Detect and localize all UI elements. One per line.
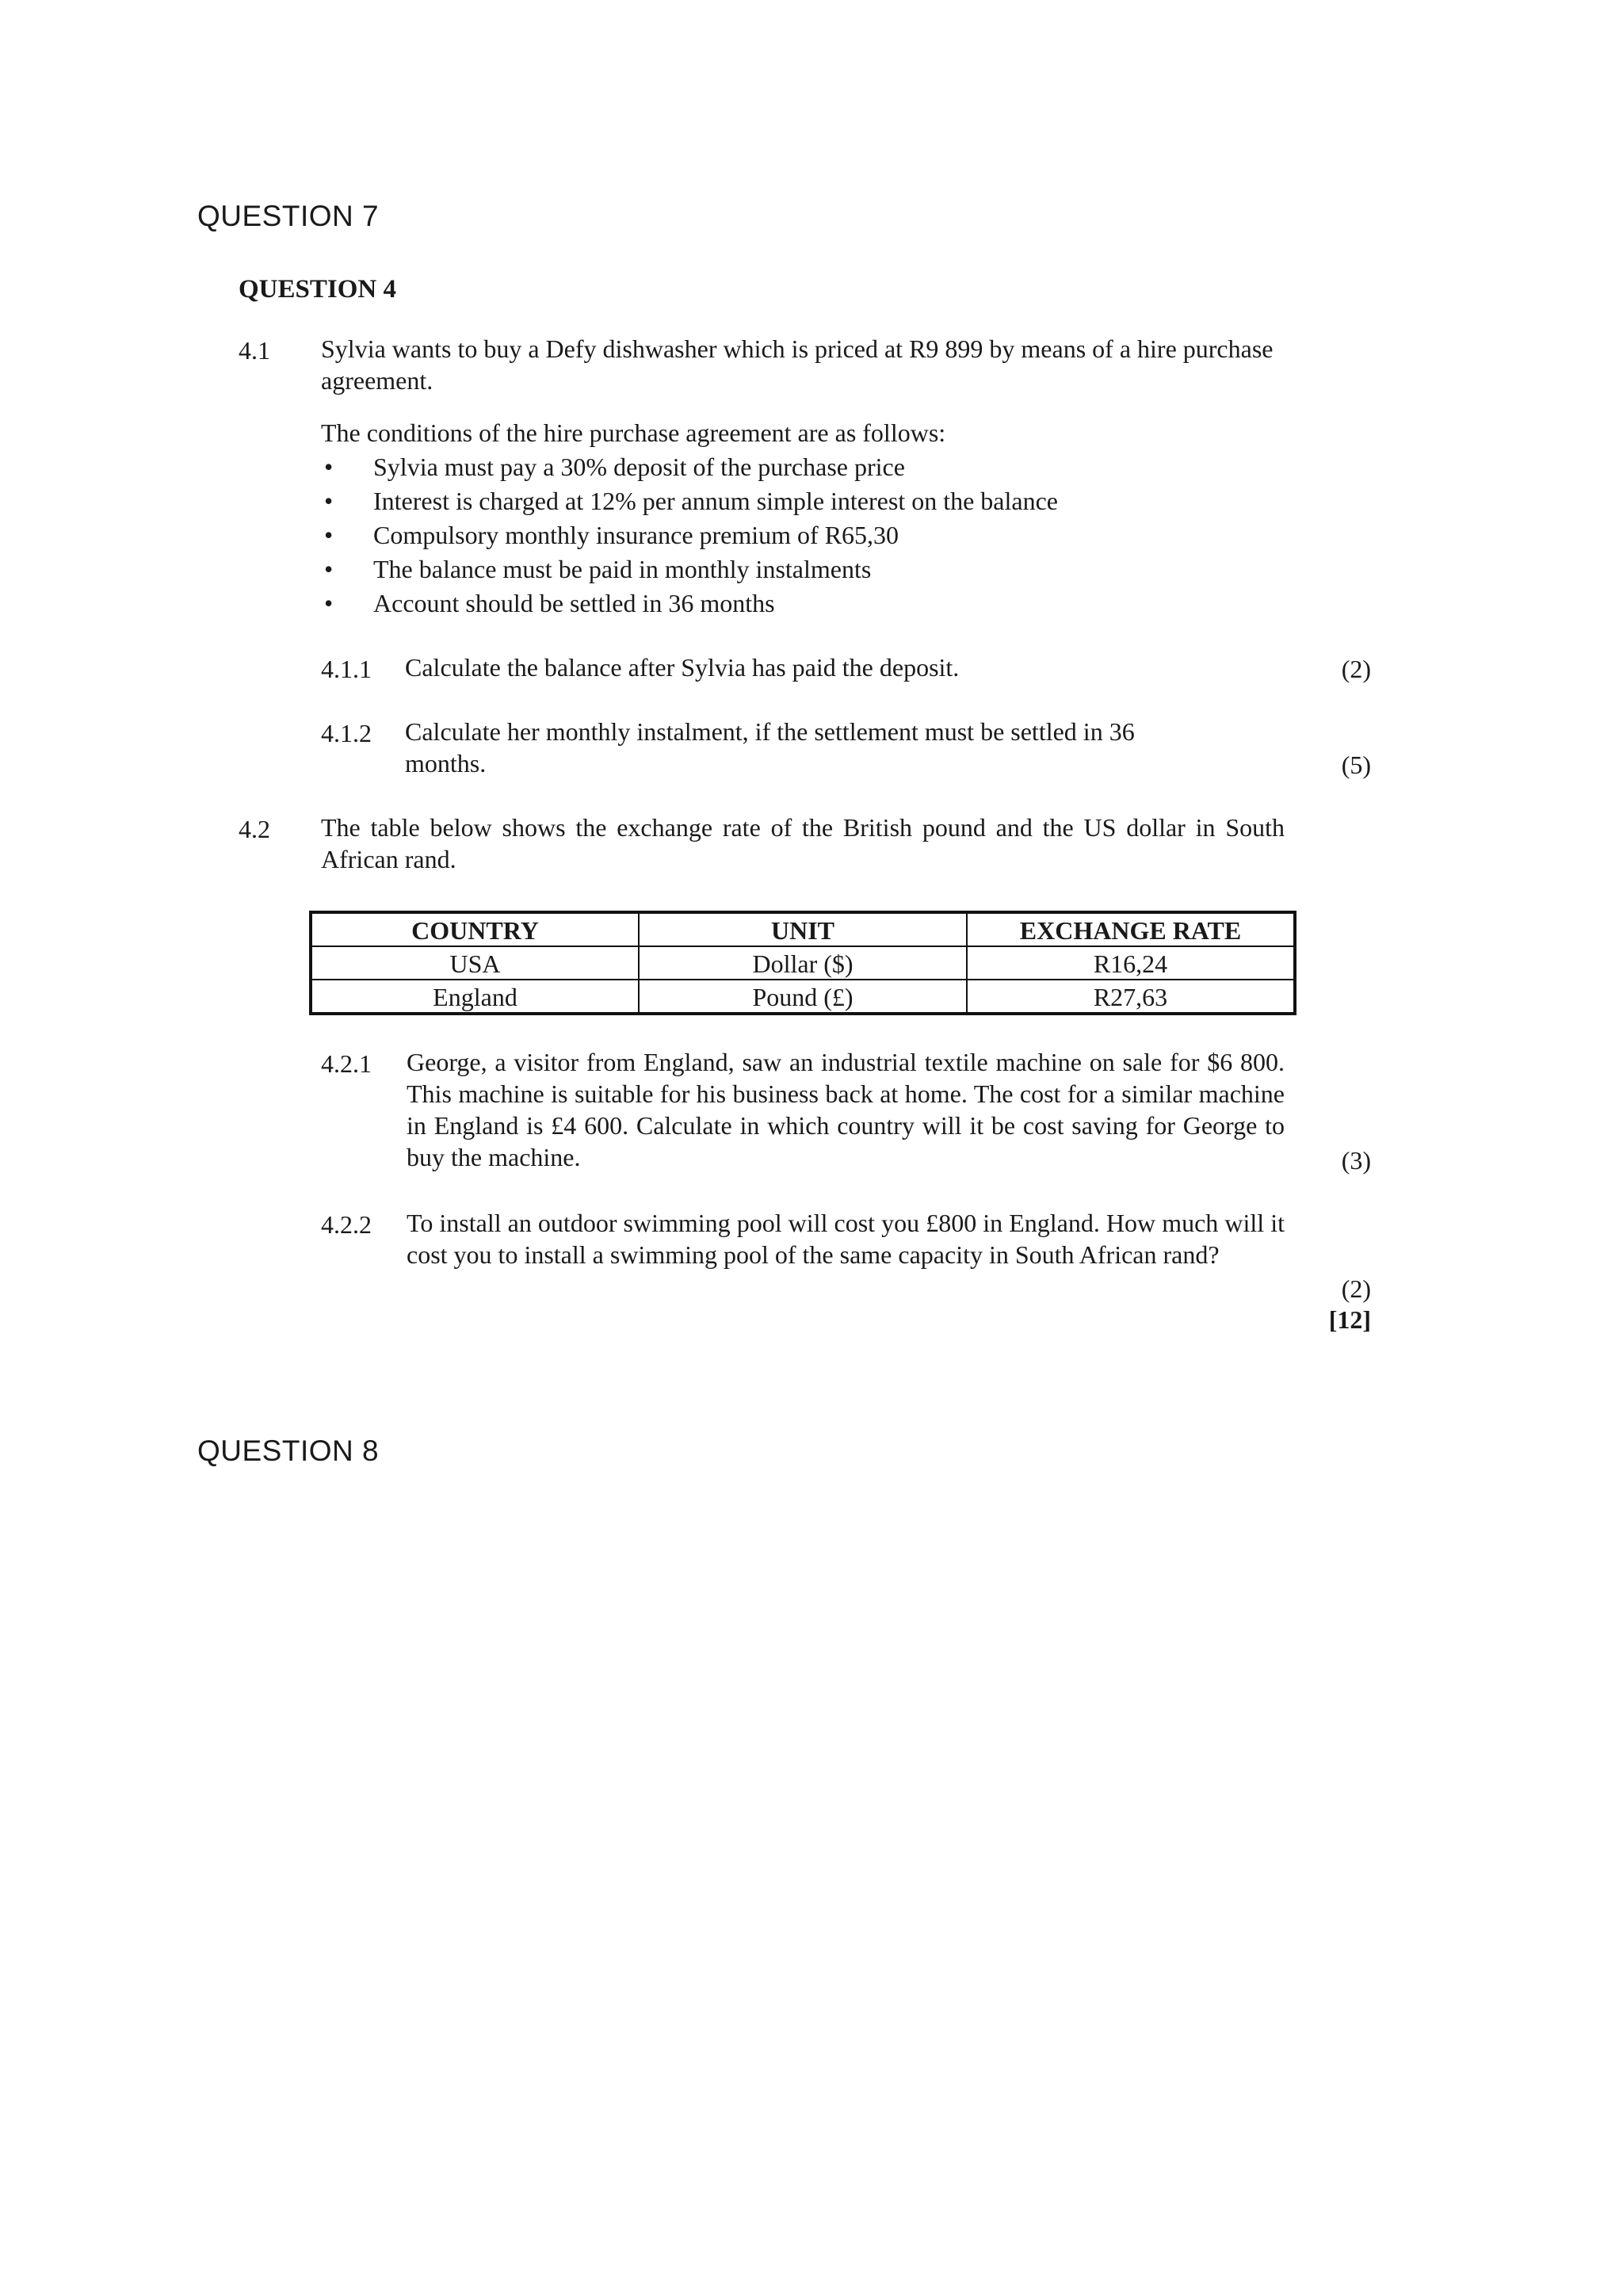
question-total-marks: [12] [1328,1305,1371,1334]
subquestion-4-1-2-text: Calculate her monthly instalment, if the settlement must be settled in 36 months. [405,717,1135,777]
condition-item: • Compulsory monthly insurance premium of R65,30 [321,518,1296,552]
subquestion-4-2-1-text: George, a visitor from England, saw an industrial textile machine on sale for $6 800. This machine is suitable for his business back at home. The cost for a similar machine in England is £4 600. Calculate in which country will it be cost saving for George to buy the machine. [407,1048,1285,1171]
table-cell: England [311,980,639,1014]
bullet-icon: • [324,589,334,617]
marks-4-1-1: (2) [1341,655,1371,683]
question-4-1-text: Sylvia wants to buy a Defy dishwasher which is priced at R9 899 by means of a hire purchase agreement. [321,334,1274,395]
subquestion-number-4-2-2: 4.2.2 [321,1210,372,1239]
bullet-icon: • [324,453,334,481]
subquestion-number-4-2-1: 4.2.1 [321,1049,372,1078]
table-cell: Pound (£) [639,980,967,1014]
marks-4-2-2: (2) [1341,1274,1371,1303]
question-4-2-text: The table below shows the exchange rate of the British pound and the US dollar in South African rand. [321,813,1285,873]
bullet-icon: • [324,521,334,549]
bullet-icon: • [324,555,334,583]
subquestion-number-4-1-1: 4.1.1 [321,655,372,683]
marks-4-2-1: (3) [1341,1146,1371,1175]
column-header-country: COUNTRY [311,912,639,946]
subquestion-4-2-2-text: To install an outdoor swimming pool will cost you £800 in England. How much will it cost you to install a swimming pool of the same capacity in South African rand? [407,1209,1285,1269]
table-header-row [311,912,1295,946]
conditions-list [321,450,1296,621]
table-row [311,980,1295,1014]
table-cell: R27,63 [967,980,1295,1014]
column-header-unit: UNIT [639,912,967,946]
table-cell: Dollar ($) [639,946,967,980]
condition-item: • Account should be settled in 36 months [321,586,1296,621]
question-number-4-1: 4.1 [239,336,270,365]
outer-heading-question-7: QUESTION 7 [197,200,380,232]
condition-item: • Sylvia must pay a 30% deposit of the purchase price [321,450,1296,484]
table-cell: R16,24 [967,946,1295,980]
exchange-rate-table [309,911,1296,1015]
subquestion-number-4-1-2: 4.1.2 [321,719,372,747]
conditions-intro: The conditions of the hire purchase agreement are as follows: [321,418,946,447]
table-cell: USA [311,946,639,980]
condition-item: • Interest is charged at 12% per annum simple interest on the balance [321,484,1296,518]
outer-heading-question-8: QUESTION 8 [197,1435,380,1467]
condition-item: • The balance must be paid in monthly instalments [321,552,1296,586]
table-row [311,946,1295,980]
question-title: QUESTION 4 [239,275,396,304]
bullet-icon: • [324,487,334,515]
column-header-exchange-rate: EXCHANGE RATE [967,912,1295,946]
subquestion-4-1-1-text: Calculate the balance after Sylvia has paid the deposit. [405,653,960,682]
question-number-4-2: 4.2 [239,815,270,843]
marks-4-1-2: (5) [1341,751,1371,779]
